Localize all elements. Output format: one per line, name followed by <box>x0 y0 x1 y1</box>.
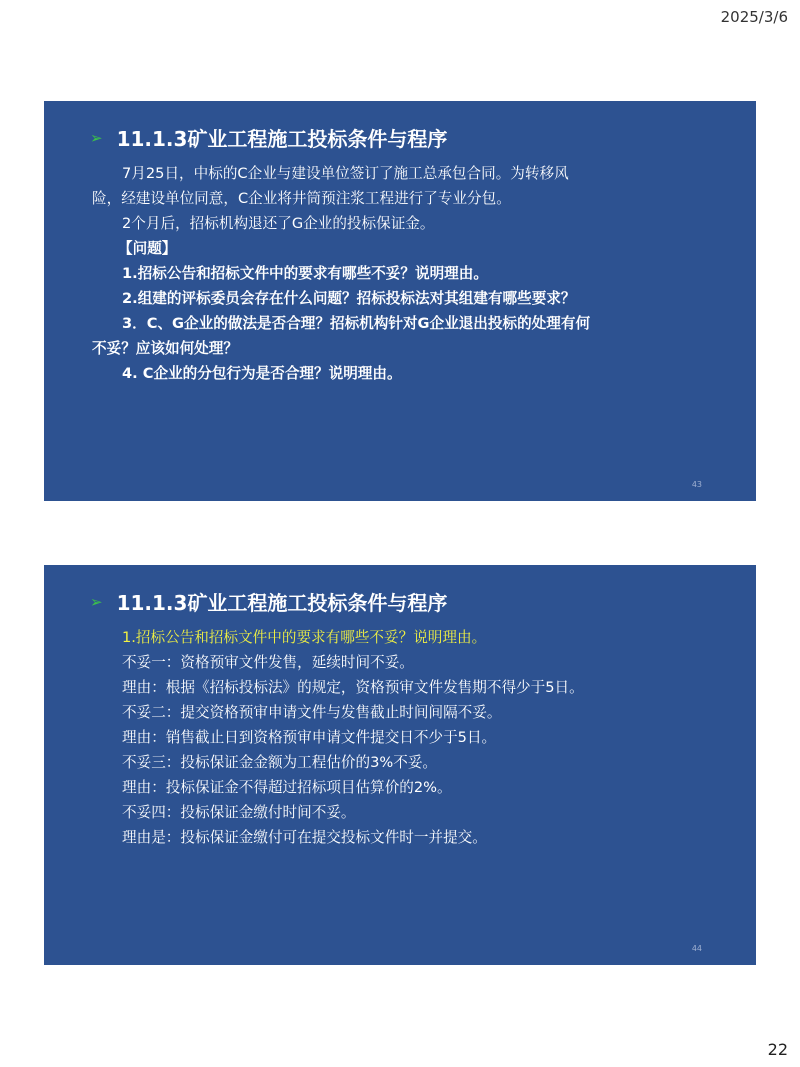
question-item: 4. C企业的分包行为是否合理？说明理由。 <box>122 365 402 382</box>
arrow-bullet-icon: ➢ <box>90 592 103 611</box>
slide-title-text: 11.1.3矿业工程施工投标条件与程序 <box>116 591 448 615</box>
answer-item: 不妥一：资格预审文件发售，延续时间不妥。 <box>122 654 414 671</box>
slide-body <box>92 161 592 386</box>
slide-number: 44 <box>691 944 702 953</box>
paragraph: 2个月后，招标机构退还了G企业的投标保证金。 <box>122 215 435 232</box>
answer-reason: 理由是：投标保证金缴付可在提交投标文件时一并提交。 <box>122 829 487 846</box>
question-item: 3．C、G企业的做法是否合理？招标机构针对G企业退出投标的处理有何不妥？应该如何处理？ <box>92 315 591 357</box>
answer-reason: 理由：根据《招标投标法》的规定，资格预审文件发售期不得少于5日。 <box>122 679 584 696</box>
highlighted-question: 1.招标公告和招标文件中的要求有哪些不妥？说明理由。 <box>122 629 487 646</box>
slide-number: 43 <box>691 480 702 489</box>
answer-reason: 理由：销售截止日到资格预审申请文件提交日不少于5日。 <box>122 729 497 746</box>
page-number: 22 <box>767 1040 788 1059</box>
document-date: 2025/3/6 <box>720 8 788 26</box>
slide-43 <box>44 101 756 501</box>
arrow-bullet-icon: ➢ <box>90 128 103 147</box>
slide-title <box>90 587 447 616</box>
answer-item: 不妥四：投标保证金缴付时间不妥。 <box>122 804 356 821</box>
question-item: 2.组建的评标委员会存在什么问题？招标投标法对其组建有哪些要求？ <box>122 290 576 307</box>
paragraph: 7月25日，中标的C企业与建设单位签订了施工总承包合同。为转移风险，经建设单位同意，C企业将井筒预注浆工程进行了专业分包。 <box>92 165 569 207</box>
slide-44 <box>44 565 756 965</box>
answer-reason: 理由：投标保证金不得超过招标项目估算价的2%。 <box>122 779 452 796</box>
answer-item: 不妥二：提交资格预审申请文件与发售截止时间间隔不妥。 <box>122 704 502 721</box>
slide-body <box>92 625 592 850</box>
slide-title <box>90 123 447 152</box>
answer-item: 不妥三：投标保证金金额为工程估价的3%不妥。 <box>122 754 438 771</box>
question-item: 1.招标公告和招标文件中的要求有哪些不妥？说明理由。 <box>122 265 488 282</box>
question-heading: 【问题】 <box>118 240 177 257</box>
slide-title-text: 11.1.3矿业工程施工投标条件与程序 <box>116 127 448 151</box>
